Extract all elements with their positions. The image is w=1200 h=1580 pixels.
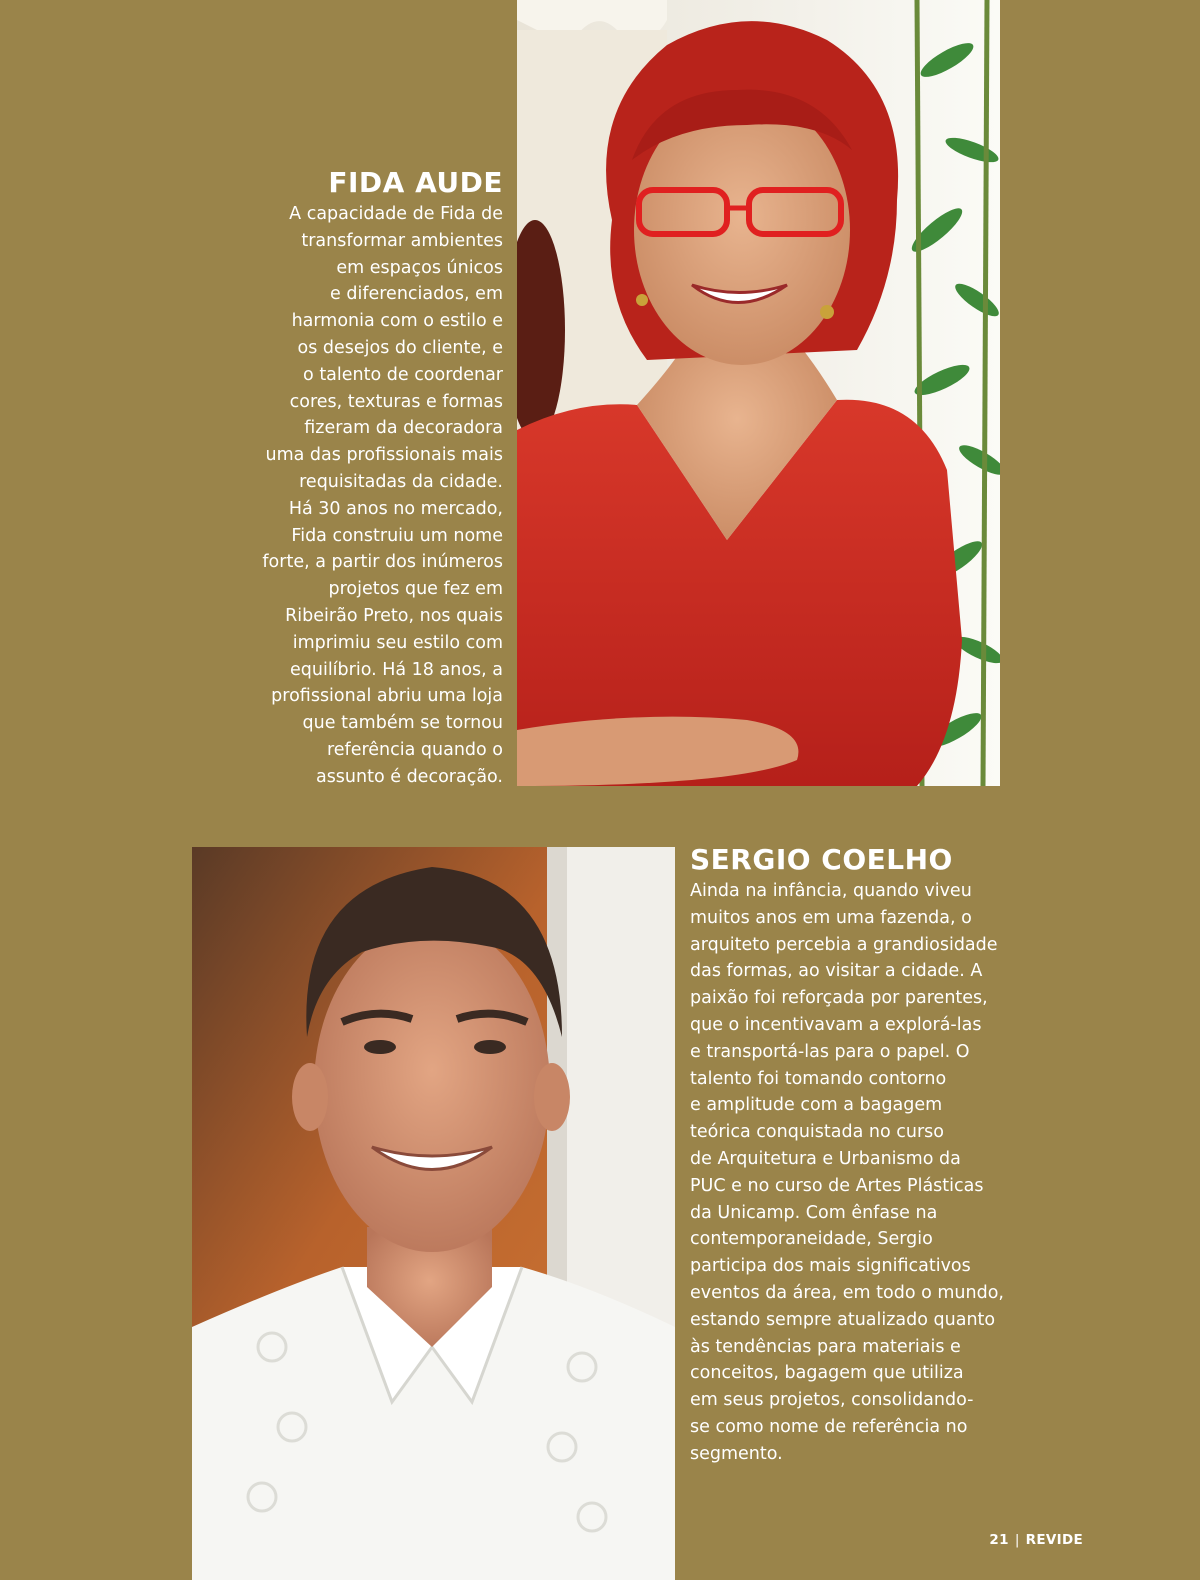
page-footer [989, 1532, 1083, 1548]
sergio-coelho-heading: SERGIO COELHO [690, 843, 953, 876]
text-line: que o incentivavam a explorá-las [690, 1014, 982, 1035]
text-line: fizeram da decoradora [304, 418, 503, 439]
text-line: eventos da área, em todo o mundo, [690, 1282, 1004, 1303]
fida-aude-text [262, 201, 503, 791]
text-line: muitos anos em uma fazenda, o [690, 907, 972, 928]
text-line: paixão foi reforçada por parentes, [690, 988, 988, 1009]
text-line: Ainda na infância, quando viveu [690, 881, 972, 901]
text-line: conceitos, bagagem que utiliza [690, 1363, 964, 1384]
text-line: participa dos mais significativos [690, 1256, 971, 1277]
text-line: e amplitude com a bagagem [690, 1095, 943, 1116]
text-line: PUC e no curso de Artes Plásticas [690, 1175, 984, 1196]
text-line: transformar ambientes [301, 230, 503, 251]
text-line: projetos que fez em [328, 579, 503, 600]
text-line: estando sempre atualizado quanto [690, 1309, 996, 1330]
text-line: A capacidade de Fida de [289, 204, 503, 224]
sergio-coelho-photo [192, 847, 675, 1580]
text-line: os desejos do cliente, e [297, 337, 503, 358]
text-line: e diferenciados, em [330, 284, 503, 305]
fida-aude-heading: FIDA AUDE [328, 166, 503, 199]
page-number: 21 [989, 1532, 1009, 1548]
fida-aude-photo [517, 0, 1000, 786]
text-line: harmonia com o estilo e [291, 311, 503, 332]
text-line: equilíbrio. Há 18 anos, a [289, 659, 503, 680]
text-line: Ribeirão Preto, nos quais [285, 605, 503, 626]
text-line: profissional abriu uma loja [271, 686, 503, 707]
text-line: cores, texturas e formas [289, 391, 503, 412]
text-line: talento foi tomando contorno [690, 1068, 947, 1089]
sergio-coelho-text [690, 878, 1004, 1468]
text-line: uma das profissionais mais [265, 445, 503, 466]
text-line: teórica conquistada no curso [690, 1122, 944, 1143]
text-line: se como nome de referência no [690, 1416, 968, 1437]
text-line: contemporaneidade, Sergio [690, 1229, 933, 1250]
text-line: Fida construiu um nome [291, 525, 503, 546]
text-line: em espaços únicos [336, 257, 503, 278]
text-line: assunto é decoração. [315, 766, 503, 787]
text-line: e transportá-las para o papel. O [690, 1041, 970, 1062]
text-line: requisitadas da cidade. [299, 471, 503, 492]
text-line: às tendências para materiais e [690, 1336, 961, 1357]
text-line: de Arquitetura e Urbanismo da [690, 1148, 961, 1169]
text-line: das formas, ao visitar a cidade. A [690, 961, 983, 982]
text-line: referência quando o [326, 739, 503, 760]
magazine-name: REVIDE [1025, 1532, 1083, 1548]
text-line: em seus projetos, consolidando- [690, 1390, 974, 1411]
footer-separator: | [1014, 1532, 1020, 1548]
text-line: segmento. [690, 1443, 783, 1464]
text-line: que também se tornou [302, 713, 503, 734]
text-line: o talento de coordenar [303, 364, 503, 385]
text-line: imprimiu seu estilo com [292, 632, 503, 653]
text-line: Há 30 anos no mercado, [288, 498, 503, 519]
text-line: arquiteto percebia a grandiosidade [690, 934, 998, 955]
text-line: da Unicamp. Com ênfase na [690, 1202, 938, 1223]
text-line: forte, a partir dos inúmeros [262, 552, 503, 573]
